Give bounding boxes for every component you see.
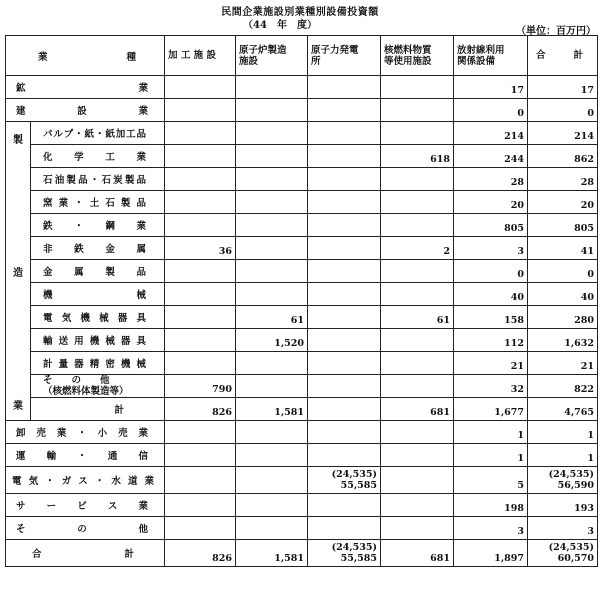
industry-label: 化 学 工 業 — [31, 145, 165, 168]
value-processing — [165, 494, 236, 517]
value-nuclear-power — [308, 375, 381, 398]
value-processing — [165, 191, 236, 214]
value-radioisotope: 0 — [454, 99, 528, 122]
value-total: 1 — [528, 444, 598, 467]
value-reactor-mfg — [236, 122, 308, 145]
value-total — [528, 467, 598, 494]
value-processing — [165, 260, 236, 283]
header-radioisotope: 放射線利用 関係設備 — [454, 36, 528, 76]
subtotal-label: 計 — [31, 398, 165, 421]
value-nuclear-power — [308, 191, 381, 214]
value-reactor-mfg — [236, 145, 308, 168]
table-row — [6, 467, 598, 494]
value-reactor-mfg — [236, 237, 308, 260]
value-processing — [165, 145, 236, 168]
grand-total-row — [6, 540, 598, 567]
value-total: 1,632 — [528, 329, 598, 352]
industry-label: 金 属 製 品 — [31, 260, 165, 283]
value-total: 20 — [528, 191, 598, 214]
value-processing — [165, 214, 236, 237]
value-total: 805 — [528, 214, 598, 237]
other-note: （核燃料体製造等） — [43, 386, 129, 397]
value-total-paren: (24,535) — [548, 542, 595, 553]
value-total: 1 — [528, 421, 598, 444]
value-processing — [165, 168, 236, 191]
value-total: 0 — [528, 99, 598, 122]
investment-table — [5, 35, 598, 567]
value-radioisotope: 158 — [454, 306, 528, 329]
value-nuclear-fuel — [381, 168, 454, 191]
value-nuclear-fuel — [381, 329, 454, 352]
value-reactor-mfg: 1,520 — [236, 329, 308, 352]
value-nuclear-power — [308, 214, 381, 237]
value-radioisotope: 805 — [454, 214, 528, 237]
value-nuclear-fuel: 2 — [381, 237, 454, 260]
value-radioisotope: 1 — [454, 444, 528, 467]
value-nuclear-power — [308, 168, 381, 191]
value-nuclear-fuel — [381, 375, 454, 398]
value-reactor-mfg — [236, 283, 308, 306]
value-processing — [165, 99, 236, 122]
table-row — [6, 76, 598, 99]
industry-label — [31, 375, 165, 398]
value-nuclear-power — [308, 467, 381, 494]
value-total: 41 — [528, 237, 598, 260]
value-total-value: 56,590 — [557, 480, 595, 491]
value-reactor-mfg — [236, 99, 308, 122]
value-nuclear-fuel: 681 — [381, 398, 454, 421]
value-radioisotope: 214 — [454, 122, 528, 145]
industry-label: 卸売業・小売業 — [6, 421, 165, 444]
value-nuclear-power — [308, 329, 381, 352]
table-row — [6, 352, 598, 375]
value-reactor-mfg — [236, 444, 308, 467]
value-reactor-mfg: 1,581 — [236, 398, 308, 421]
industry-label: 石油製品・石炭製品 — [31, 168, 165, 191]
value-radioisotope: 1,677 — [454, 398, 528, 421]
industry-label: 電気機械器具 — [31, 306, 165, 329]
value-nuclear-power — [308, 99, 381, 122]
value-reactor-mfg — [236, 494, 308, 517]
value-nuclear-power — [308, 517, 381, 540]
table-row — [6, 122, 598, 145]
grand-total-label: 合 計 — [6, 540, 165, 567]
value-reactor-mfg — [236, 260, 308, 283]
value-nuclear-power-paren: (24,535) — [331, 542, 378, 553]
value-radioisotope: 1 — [454, 421, 528, 444]
value-radioisotope: 21 — [454, 352, 528, 375]
value-processing — [165, 467, 236, 494]
table-row — [6, 145, 598, 168]
value-nuclear-fuel — [381, 467, 454, 494]
value-total: 40 — [528, 283, 598, 306]
value-nuclear-fuel — [381, 494, 454, 517]
value-reactor-mfg — [236, 467, 308, 494]
value-reactor-mfg — [236, 76, 308, 99]
table-row — [6, 260, 598, 283]
page-title: 民間企業施設別業種別設備投資額 — [221, 7, 379, 18]
value-nuclear-fuel — [381, 444, 454, 467]
value-reactor-mfg — [236, 517, 308, 540]
table-row — [6, 168, 598, 191]
unit-label: （単位：百万円） — [516, 26, 596, 37]
subtotal-row — [6, 398, 598, 421]
other-label: そ の 他 — [43, 375, 110, 386]
value-processing — [165, 122, 236, 145]
value-nuclear-power — [308, 260, 381, 283]
value-nuclear-power-paren: (24,535) — [331, 469, 378, 480]
industry-label: 電気・ガス・水道業 — [6, 467, 165, 494]
value-radioisotope: 0 — [454, 260, 528, 283]
value-nuclear-power — [308, 398, 381, 421]
value-total: 193 — [528, 494, 598, 517]
value-processing — [165, 421, 236, 444]
table-row — [6, 329, 598, 352]
value-processing — [165, 283, 236, 306]
value-processing: 36 — [165, 237, 236, 260]
table-row — [6, 375, 598, 398]
group-char: 造 — [13, 267, 23, 279]
header-row — [6, 36, 598, 76]
value-radioisotope: 5 — [454, 467, 528, 494]
value-nuclear-power — [308, 76, 381, 99]
value-reactor-mfg — [236, 214, 308, 237]
value-nuclear-fuel — [381, 283, 454, 306]
value-nuclear-fuel — [381, 191, 454, 214]
value-total: 280 — [528, 306, 598, 329]
value-radioisotope: 28 — [454, 168, 528, 191]
value-nuclear-power — [308, 283, 381, 306]
value-reactor-mfg — [236, 191, 308, 214]
value-total: 822 — [528, 375, 598, 398]
value-radioisotope: 3 — [454, 517, 528, 540]
value-nuclear-power — [308, 122, 381, 145]
industry-label: 建 設 業 — [6, 99, 165, 122]
value-nuclear-power — [308, 494, 381, 517]
value-total: 214 — [528, 122, 598, 145]
value-total: 28 — [528, 168, 598, 191]
industry-label: 鉱 業 — [6, 76, 165, 99]
value-total — [528, 540, 598, 567]
value-processing — [165, 329, 236, 352]
value-processing — [165, 517, 236, 540]
value-total: 4,765 — [528, 398, 598, 421]
value-total: 17 — [528, 76, 598, 99]
value-reactor-mfg: 61 — [236, 306, 308, 329]
value-radioisotope: 244 — [454, 145, 528, 168]
table-row — [6, 421, 598, 444]
value-processing: 826 — [165, 398, 236, 421]
value-reactor-mfg: 1,581 — [236, 540, 308, 567]
value-nuclear-power — [308, 145, 381, 168]
value-reactor-mfg — [236, 421, 308, 444]
value-reactor-mfg — [236, 375, 308, 398]
value-reactor-mfg — [236, 168, 308, 191]
table-row — [6, 444, 598, 467]
value-total: 3 — [528, 517, 598, 540]
group-char: 製 — [13, 134, 23, 146]
value-nuclear-fuel — [381, 352, 454, 375]
value-radioisotope: 32 — [454, 375, 528, 398]
table-row — [6, 494, 598, 517]
value-radioisotope: 198 — [454, 494, 528, 517]
value-total-paren: (24,535) — [548, 469, 595, 480]
table-row — [6, 214, 598, 237]
header-industry: 業 種 — [6, 36, 165, 76]
value-radioisotope: 1,897 — [454, 540, 528, 567]
header-nuclear-power: 原子力発電 所 — [308, 36, 381, 76]
value-nuclear-fuel: 618 — [381, 145, 454, 168]
value-nuclear-fuel — [381, 421, 454, 444]
value-total: 862 — [528, 145, 598, 168]
industry-label: 計量器精密機械 — [31, 352, 165, 375]
value-nuclear-fuel — [381, 122, 454, 145]
industry-label: 輸送用機械器具 — [31, 329, 165, 352]
table-row — [6, 306, 598, 329]
industry-label: そ の 他 — [6, 517, 165, 540]
value-total: 21 — [528, 352, 598, 375]
industry-label: 運 輸 ・ 通 信 — [6, 444, 165, 467]
value-processing: 826 — [165, 540, 236, 567]
value-nuclear-fuel — [381, 214, 454, 237]
value-nuclear-power — [308, 421, 381, 444]
value-total: 0 — [528, 260, 598, 283]
value-radioisotope: 112 — [454, 329, 528, 352]
value-nuclear-power — [308, 352, 381, 375]
table-row — [6, 283, 598, 306]
table-row — [6, 517, 598, 540]
table-row — [6, 191, 598, 214]
value-nuclear-fuel — [381, 517, 454, 540]
value-nuclear-fuel — [381, 76, 454, 99]
header-processing: 加 工 施 設 — [165, 36, 236, 76]
value-nuclear-fuel — [381, 260, 454, 283]
value-nuclear-power — [308, 306, 381, 329]
value-nuclear-power — [308, 540, 381, 567]
value-radioisotope: 20 — [454, 191, 528, 214]
value-processing: 790 — [165, 375, 236, 398]
header-reactor-mfg: 原子炉製造 施設 — [236, 36, 308, 76]
industry-label: サ ー ビ ス 業 — [6, 494, 165, 517]
value-nuclear-fuel: 61 — [381, 306, 454, 329]
value-nuclear-power — [308, 237, 381, 260]
header-nuclear-fuel: 核燃料物質 等使用施設 — [381, 36, 454, 76]
industry-label: 鉄 ・ 鋼 業 — [31, 214, 165, 237]
value-total-value: 60,570 — [557, 553, 595, 564]
industry-label: 機 械 — [31, 283, 165, 306]
table-row — [6, 99, 598, 122]
value-nuclear-power-value: 55,585 — [340, 553, 378, 564]
value-processing — [165, 352, 236, 375]
fiscal-year-subtitle: （44 年 度） — [243, 20, 317, 31]
value-radioisotope: 17 — [454, 76, 528, 99]
industry-label: 窯業・土石製品 — [31, 191, 165, 214]
group-char: 業 — [13, 400, 23, 412]
value-radioisotope: 3 — [454, 237, 528, 260]
header-total: 合 計 — [528, 36, 598, 76]
value-radioisotope: 40 — [454, 283, 528, 306]
value-reactor-mfg — [236, 352, 308, 375]
value-nuclear-fuel — [381, 99, 454, 122]
table-row — [6, 237, 598, 260]
industry-label: パルプ・紙・紙加工品 — [31, 122, 165, 145]
manufacturing-group-label — [6, 122, 31, 421]
value-nuclear-fuel: 681 — [381, 540, 454, 567]
industry-label: 非 鉄 金 属 — [31, 237, 165, 260]
value-processing — [165, 306, 236, 329]
value-nuclear-power-value: 55,585 — [340, 480, 378, 491]
value-processing — [165, 444, 236, 467]
value-nuclear-power — [308, 444, 381, 467]
value-processing — [165, 76, 236, 99]
